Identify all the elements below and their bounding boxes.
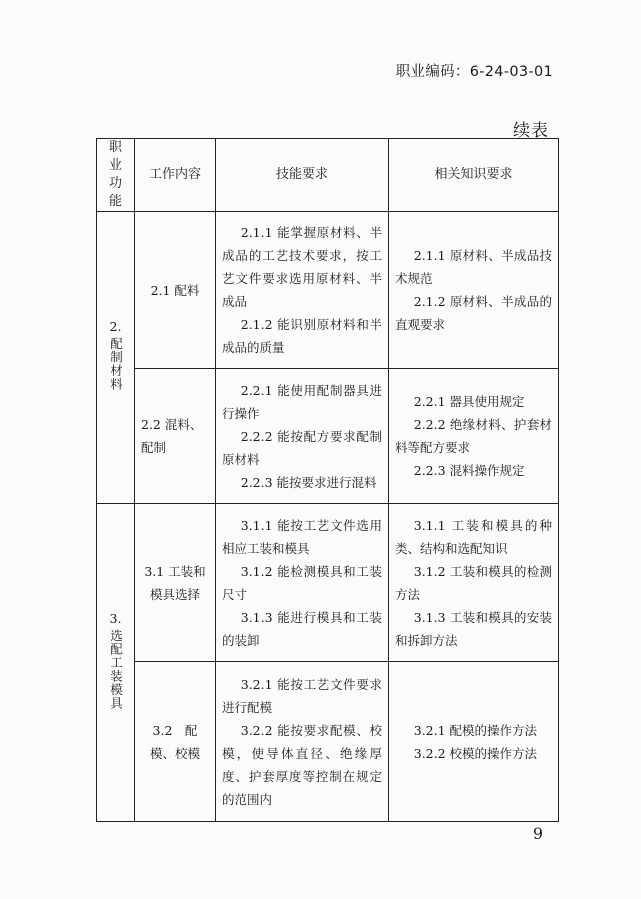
skills-cell <box>216 369 389 504</box>
knowledge-cell <box>389 504 559 662</box>
header-skills: 技能要求 <box>216 139 389 212</box>
knowledge-cell <box>389 369 559 504</box>
table-row <box>97 662 559 822</box>
continued-label: 续表 <box>513 121 549 141</box>
page-number: 9 <box>532 824 543 843</box>
function-number: 3. <box>109 610 122 626</box>
skills-cell <box>216 504 389 662</box>
skill-item: 3.1.1 能按工艺文件选用相应工装和模具 <box>222 517 382 556</box>
table-row <box>97 212 559 369</box>
table-row <box>97 369 559 504</box>
table-header-row <box>97 139 559 212</box>
knowledge-cell <box>389 662 559 822</box>
knowledge-item: 3.2.1 配模的操作方法 <box>413 722 538 738</box>
work-content-cell: 2.1 配料 <box>135 212 216 369</box>
skill-item: 3.2.1 能按工艺文件要求进行配模 <box>222 676 382 715</box>
knowledge-item: 3.1.3 工装和模具的安装和拆卸方法 <box>395 609 552 648</box>
occupation-code: 职业编码：6-24-03-01 <box>395 64 553 80</box>
skills-table <box>96 138 559 822</box>
function-name: 选配工装模具 <box>108 628 124 710</box>
knowledge-item: 3.1.2 工装和模具的检测方法 <box>395 563 552 602</box>
knowledge-item: 3.1.1 工装和模具的种类、结构和选配知识 <box>395 517 552 556</box>
work-content-cell: 3.1 工装和模具选择 <box>135 504 216 662</box>
function-number: 2. <box>109 319 122 334</box>
function-cell <box>97 212 135 504</box>
skills-cell <box>216 662 389 822</box>
knowledge-cell <box>389 212 559 369</box>
skill-item: 3.1.2 能检测模具和工装尺寸 <box>222 563 382 602</box>
work-content-cell: 3.2 配模、校模 <box>135 662 216 822</box>
skill-item: 3.2.2 能按要求配模、校模，使导体直径、绝缘厚度、护套厚度等控制在规定的范围内 <box>222 722 382 807</box>
skill-item: 2.2.2 能按配方要求配制原材料 <box>222 428 382 467</box>
function-name: 配制材料 <box>108 337 124 391</box>
function-cell <box>97 504 135 822</box>
knowledge-item: 2.2.1 器具使用规定 <box>413 394 525 409</box>
work-content-cell: 2.2 混料、配制 <box>135 369 216 504</box>
knowledge-item: 2.2.2 绝缘材料、护套材料等配方要求 <box>395 417 552 455</box>
skill-item: 2.1.2 能识别原材料和半成品的质量 <box>222 317 382 355</box>
knowledge-item: 2.2.3 混料操作规定 <box>413 463 525 478</box>
header-knowledge: 相关知识要求 <box>389 139 559 212</box>
header-work-content: 工作内容 <box>135 139 216 212</box>
header-function: 职业功能 <box>97 139 135 212</box>
knowledge-item: 2.1.1 原材料、半成品技术规范 <box>395 248 552 286</box>
skill-item: 2.2.3 能按要求进行混料 <box>240 474 377 490</box>
skill-item: 2.2.1 能使用配制器具进行操作 <box>222 382 382 421</box>
skill-item: 3.1.3 能进行模具和工装的装卸 <box>222 609 382 648</box>
skill-item: 2.1.1 能掌握原材料、半成品的工艺技术要求，按工艺文件要求选用原材料、半成品 <box>222 225 382 309</box>
skills-cell <box>216 212 389 369</box>
knowledge-item: 2.1.2 原材料、半成品的直观要求 <box>395 294 552 332</box>
table-row <box>97 504 559 662</box>
knowledge-item: 3.2.2 校模的操作方法 <box>413 745 538 761</box>
